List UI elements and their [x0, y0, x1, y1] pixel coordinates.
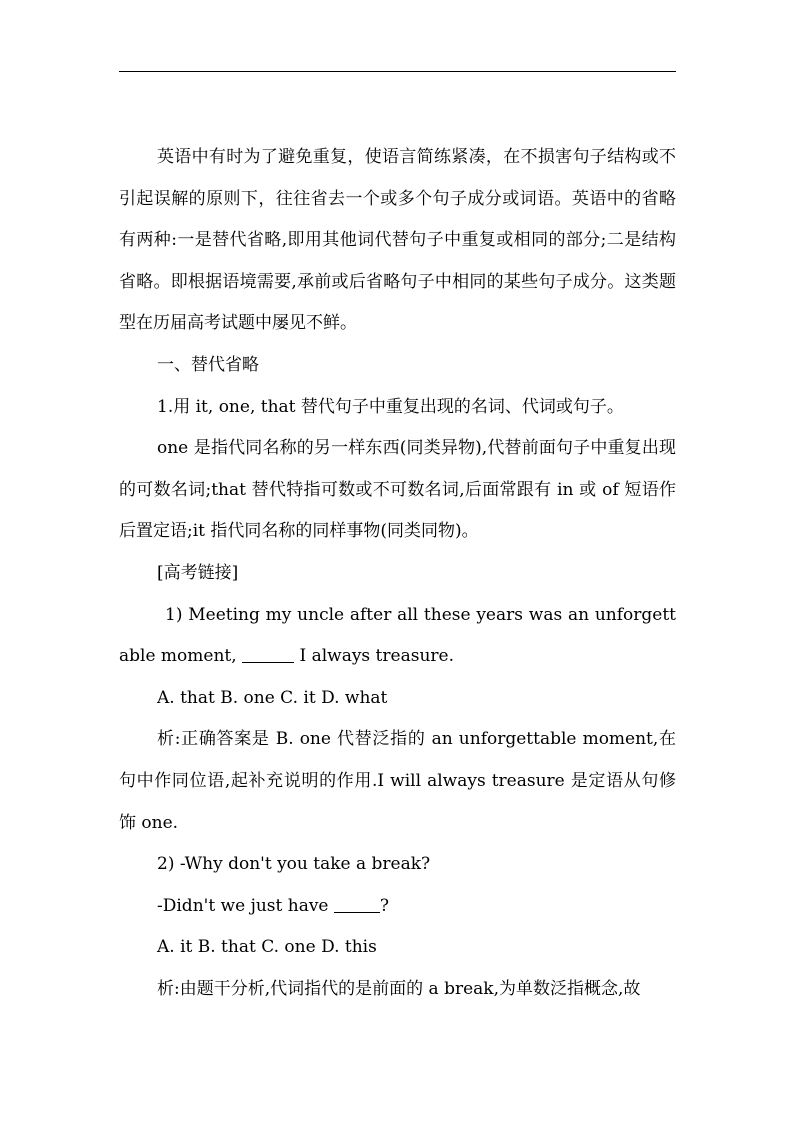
question-1-analysis: 析:正确答案是 B. one 代替泛指的 an unforgettable moment,在句中作同位语,起补充说明的作用.I will always treasure 是定语从句修饰 one.: [119, 729, 676, 833]
section-title-substitution: 一、替代省略: [157, 354, 259, 375]
question-1: [119, 595, 676, 678]
question-1-options: A. that B. one C. it D. what: [157, 687, 388, 708]
question-2-analysis: 析:由题干分析,代词指代的是前面的 a break,为单数泛指概念,故: [157, 978, 641, 999]
question-1-text-start: 1) Meeting my uncle after all these years was an unforgettable moment,: [119, 604, 676, 667]
rule-1: 1.用 it, one, that 替代句子中重复出现的名词、代词或句子。: [157, 396, 624, 417]
question-2-line-1: 2) -Why don't you take a break?: [157, 854, 431, 875]
document-body: [119, 137, 676, 1010]
explanation-1: one 是指代同名称的另一样东西(同类异物),代替前面句子中重复出现的可数名词;that 替代特指可数或不可数名词,后面常跟有 in 或 of 短语作后置定语;it 指代同名称的同样事物(同类同物)。: [119, 438, 676, 542]
question-1-blank: [242, 645, 294, 663]
question-2-options: A. it B. that C. one D. this: [157, 937, 377, 958]
question-2-blank: [334, 895, 380, 913]
question-2-line-2: [119, 886, 676, 928]
header-rule: [119, 71, 676, 72]
question-2-text-start: -Didn't we just have: [157, 895, 334, 916]
question-2-text-end: ?: [379, 895, 390, 916]
exam-link-label: [高考链接]: [157, 562, 239, 583]
intro-paragraph: 英语中有时为了避免重复，使语言简练紧凑，在不损害句子结构或不引起误解的原则下，往往省去一个或多个句子成分或词语。英语中的省略有两种:一是替代省略,即用其他词代替句子中重复或相同的部分;二是结构省略。即根据语境需要,承前或后省略句子中相同的某些句子成分。这类题型在历届高考试题中屡见不鲜。: [119, 147, 676, 334]
question-1-text-end: I always treasure.: [294, 646, 454, 667]
